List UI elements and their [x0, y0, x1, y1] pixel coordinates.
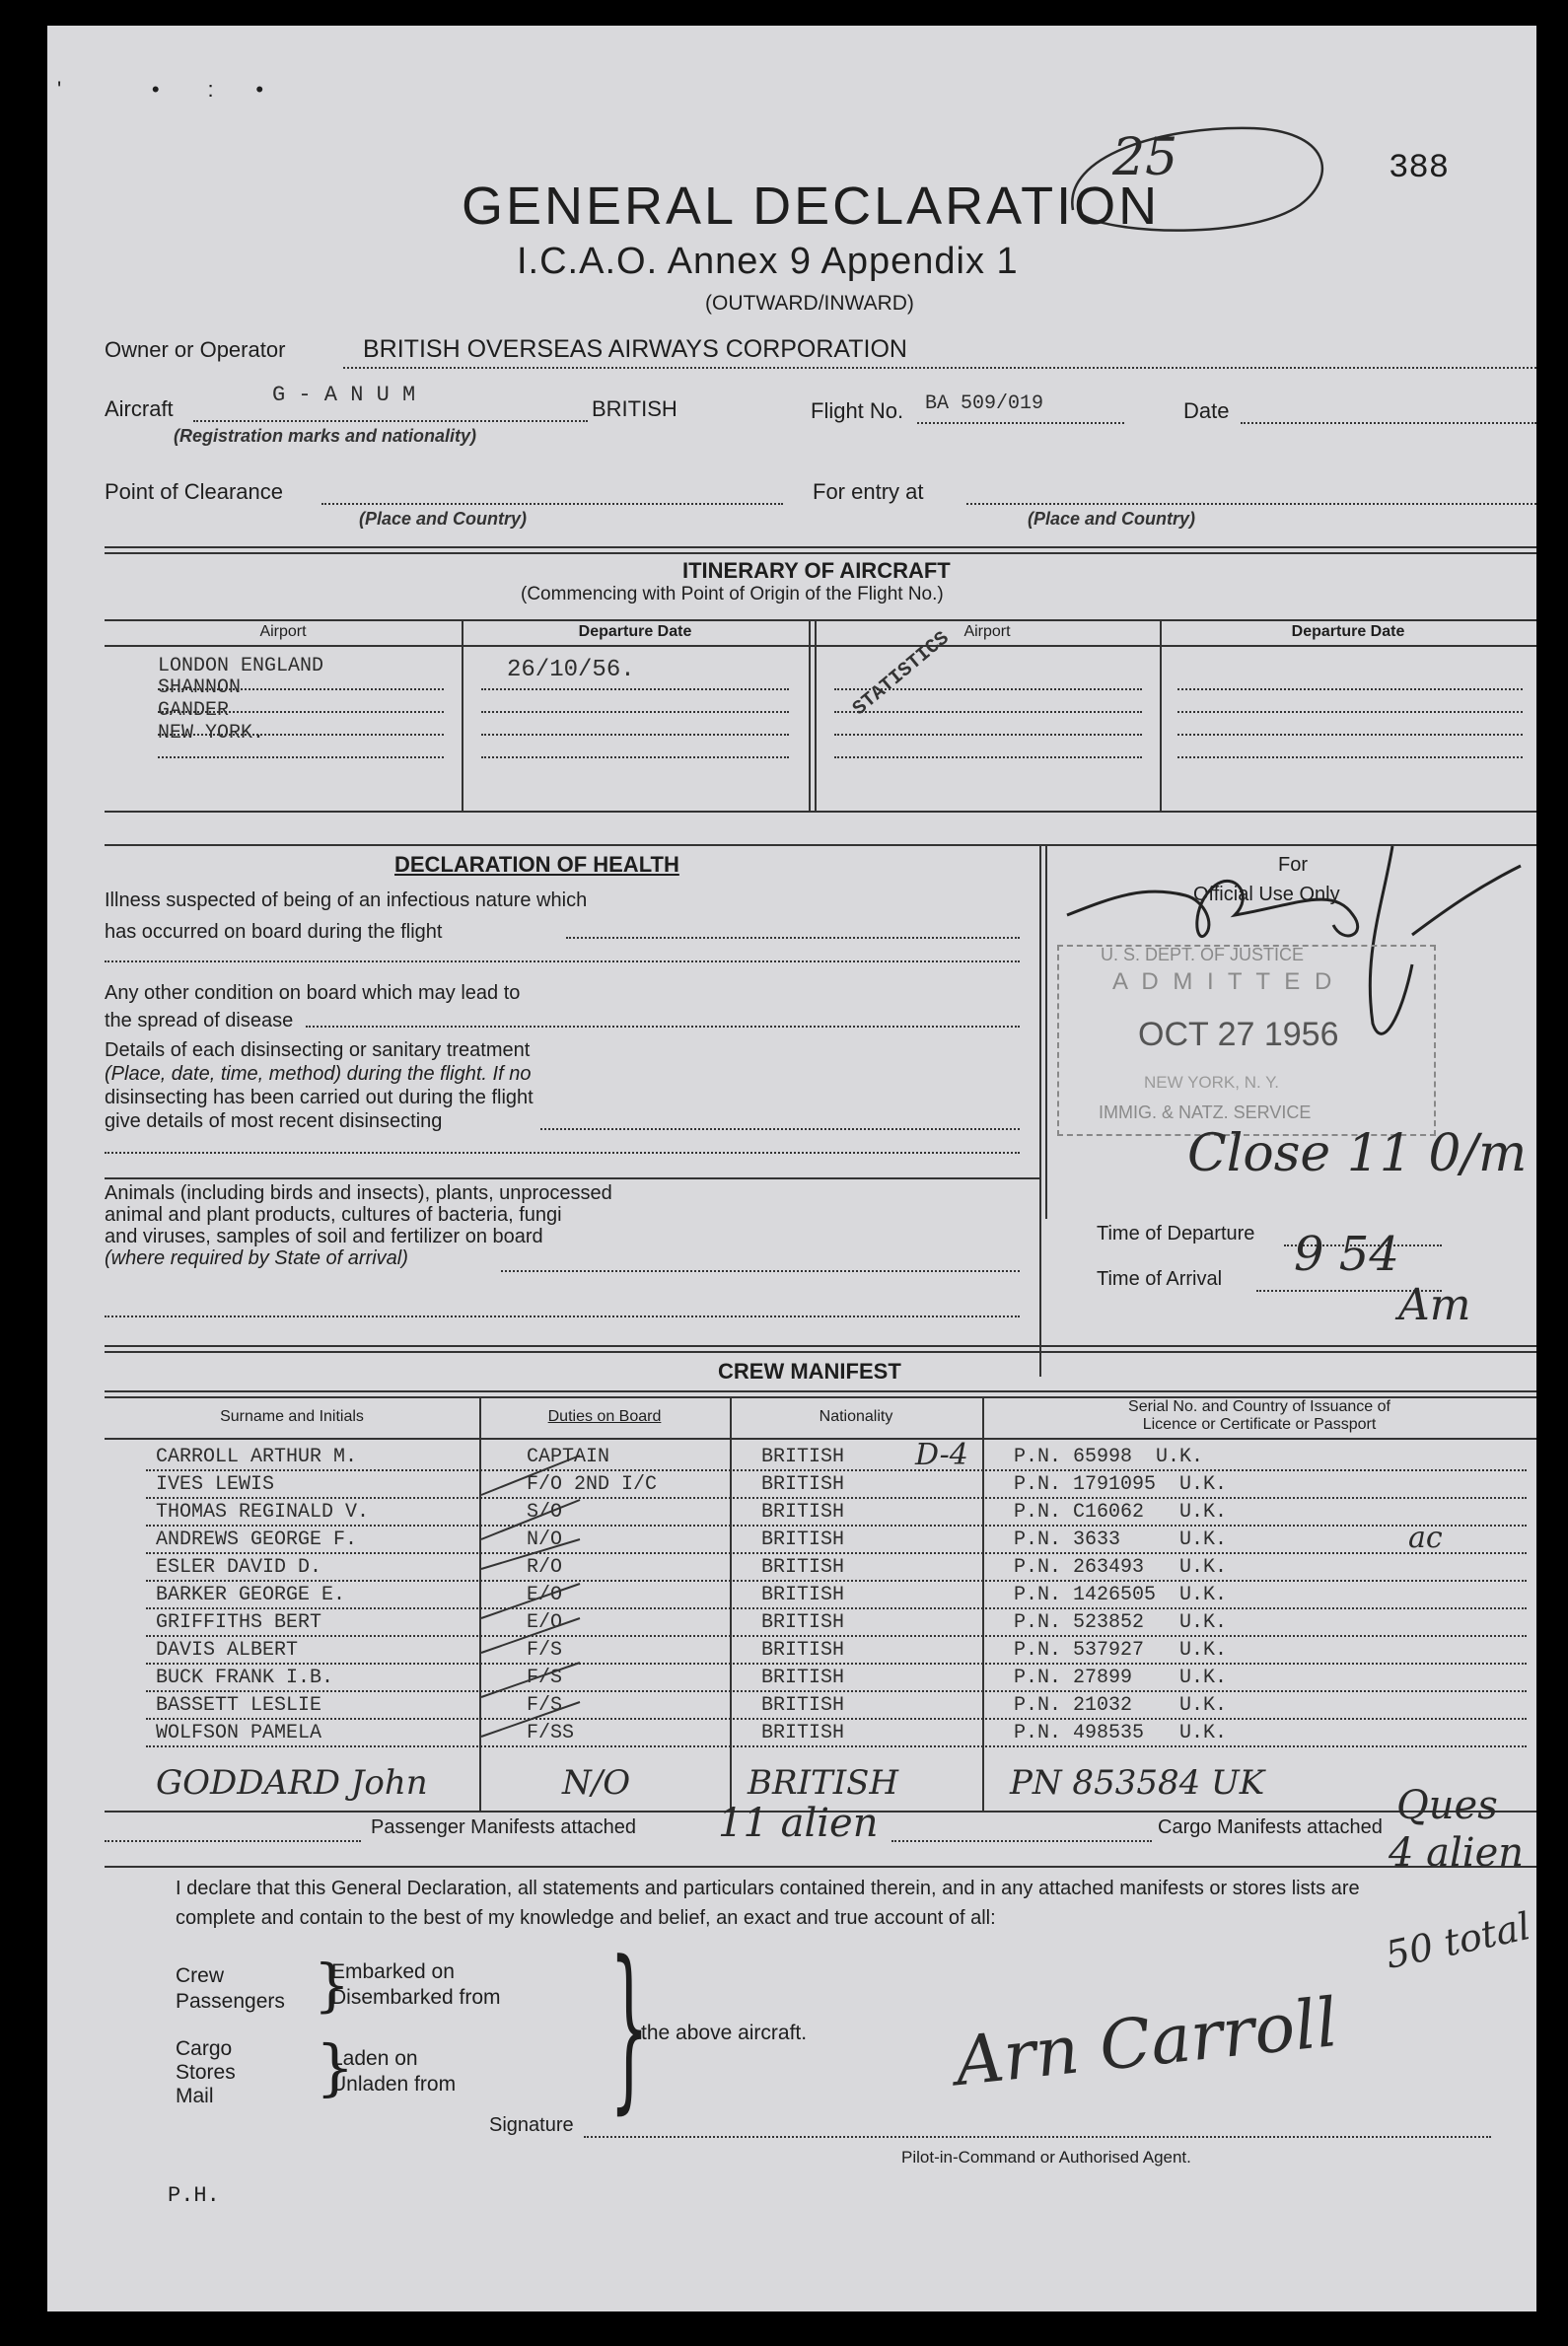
health-illness-1: Illness suspected of being of an infectious nature which: [105, 889, 588, 911]
flight-number: BA 509/019: [925, 392, 1044, 415]
mail-label: Mail: [176, 2085, 214, 2107]
health-animals-2: animal and plant products, cultures of bacteria, fungi: [105, 1204, 562, 1226]
crew-cell-serial: P.N. 21032 U.K.: [1014, 1694, 1228, 1717]
captain-signature: Arn Carroll: [951, 1983, 1342, 2102]
place-caption-right: (Place and Country): [1028, 509, 1196, 529]
handwritten-number: 25: [1112, 128, 1178, 187]
crew-header-nationality: Nationality: [819, 1408, 893, 1425]
crew-cell-nat: BRITISH: [761, 1584, 845, 1606]
itinerary-header-date-1: Departure Date: [578, 623, 692, 640]
itinerary-airport-1: LONDON ENGLAND: [158, 655, 324, 677]
crew-cell-serial: P.N. C16062 U.K.: [1014, 1501, 1228, 1524]
passengers-label: Passengers: [176, 1990, 285, 2013]
clearance-label: Point of Clearance: [105, 479, 283, 504]
passenger-manifests-hand: 11 alien: [718, 1801, 879, 1846]
place-caption-left: (Place and Country): [359, 509, 528, 529]
unladen-label: Unladen from: [331, 2073, 457, 2096]
crew-cell-duty: F/S: [527, 1667, 563, 1689]
stores-label: Stores: [176, 2061, 236, 2084]
total-hand: 50 total: [1382, 1904, 1534, 1977]
crew-label: Crew: [176, 1964, 225, 1987]
itinerary-airport-4: NEW YORK.: [158, 722, 265, 745]
crew-cell-serial: P.N. 65998 U.K.: [1014, 1446, 1204, 1468]
crew-header-duties: Duties on Board: [547, 1408, 662, 1425]
crew-cell-duty: E/O: [527, 1611, 563, 1634]
itinerary-header-airport-1: Airport: [259, 623, 307, 640]
crew-cell-duty: R/O: [527, 1556, 563, 1579]
stamp-line-2: A D M I T T E D: [1112, 968, 1336, 995]
crew-cell-serial: P.N. 1426505 U.K.: [1014, 1584, 1228, 1606]
page-title: GENERAL DECLARATION: [462, 177, 1161, 236]
passenger-manifests-label: Passenger Manifests attached: [371, 1816, 637, 1838]
crew-cell-duty: E/O: [527, 1584, 563, 1606]
crew-cell-nat: BRITISH: [761, 1528, 845, 1551]
stamp-line-4: NEW YORK, N. Y.: [1144, 1073, 1279, 1092]
crew-cell-duty: CAPTAIN: [527, 1446, 610, 1468]
crew-header-name: Surname and Initials: [220, 1408, 364, 1425]
declaration-text: I declare that this General Declaration, all statements and particulars contained therein, and in any attached manifests or stores lists are complete and contain to the best of my knowledge and belief, an exact and true account of all:: [176, 1878, 1360, 1929]
crew-cell-serial: P.N. 498535 U.K.: [1014, 1722, 1228, 1744]
crew-cell-name: WOLFSON PAMELA: [156, 1722, 322, 1744]
crew-cell-name: ESLER DAVID D.: [156, 1556, 322, 1579]
cargo-hand-ques: Ques: [1396, 1783, 1498, 1828]
crew-cell-duty: S/O: [527, 1501, 563, 1524]
stamp-line-1: U. S. DEPT. OF JUSTICE: [1101, 945, 1305, 964]
itinerary-header-airport-2: Airport: [963, 623, 1011, 640]
crew-cell-name: THOMAS REGINALD V.: [156, 1501, 370, 1524]
footer-initials: P.H.: [168, 2183, 220, 2208]
crew-cell-nat: BRITISH: [761, 1694, 845, 1717]
health-title: DECLARATION OF HEALTH: [394, 852, 679, 877]
arrival-time-label: Time of Arrival: [1097, 1268, 1223, 1290]
crew-cell-name: BASSETT LESLIE: [156, 1694, 322, 1717]
aircraft-nationality: BRITISH: [592, 396, 677, 421]
crew-cell-nat: BRITISH: [761, 1556, 845, 1579]
crew-cell-serial: P.N. 3633 U.K.: [1014, 1528, 1228, 1551]
itinerary-airport-2: SHANNON: [158, 676, 242, 699]
stamp-number: 388: [1389, 150, 1450, 187]
crew-cell-serial: P.N. 523852 U.K.: [1014, 1611, 1228, 1634]
crew-hand-nat: BRITISH: [748, 1763, 899, 1803]
disembarked-label: Disembarked from: [331, 1986, 501, 2009]
itinerary-airport-3: GANDER: [158, 699, 230, 722]
itinerary-subtitle: (Commencing with Point of Origin of the Flight No.): [521, 584, 944, 604]
health-condition-1: Any other condition on board which may lead to: [105, 982, 521, 1004]
statistics-stamp: STATISTICS: [848, 627, 955, 721]
strike-marks-icon: [471, 1446, 600, 1781]
crew-cell-name: BARKER GEORGE E.: [156, 1584, 346, 1606]
itinerary-departure-date: 26/10/56.: [507, 657, 635, 683]
close-handwriting: Close 11 0/m: [1187, 1124, 1528, 1183]
crew-cell-duty: F/SS: [527, 1722, 575, 1744]
crew-cell-name: CARROLL ARTHUR M.: [156, 1446, 358, 1468]
crew-cell-name: IVES LEWIS: [156, 1473, 275, 1496]
cargo-label: Cargo: [176, 2037, 233, 2060]
embarked-label: Embarked on: [331, 1960, 455, 1983]
above-aircraft-label: the above aircraft.: [641, 2022, 808, 2044]
pilot-caption: Pilot-in-Command or Authorised Agent.: [901, 2148, 1191, 2167]
crew-cell-nat: BRITISH: [761, 1667, 845, 1689]
stamp-line-5: IMMIG. & NATZ. SERVICE: [1099, 1102, 1312, 1122]
declaration-form: [47, 26, 1536, 2311]
crew-cell-serial: P.N. 1791095 U.K.: [1014, 1473, 1228, 1496]
crew-header-serial-1: Serial No. and Country of Issuance of: [1128, 1398, 1390, 1415]
brace-3-icon: }: [609, 1924, 650, 2130]
health-illness-2: has occurred on board during the flight: [105, 921, 443, 943]
crew-header-serial-2: Licence or Certificate or Passport: [1142, 1416, 1377, 1433]
owner-label: Owner or Operator: [105, 337, 286, 362]
date-label: Date: [1183, 398, 1230, 423]
crew-cell-note: ac: [1408, 1521, 1443, 1555]
crew-cell-name: GRIFFITHS BERT: [156, 1611, 322, 1634]
arrival-time-am: Am: [1398, 1280, 1471, 1330]
flight-label: Flight No.: [811, 398, 904, 423]
health-animals-1: Animals (including birds and insects), plants, unprocessed: [105, 1182, 612, 1204]
crew-cell-name: ANDREWS GEORGE F.: [156, 1528, 358, 1551]
official-label-for: For: [1278, 854, 1308, 876]
arrival-time-hand: 9 54: [1294, 1227, 1399, 1282]
crew-cell-serial: P.N. 27899 U.K.: [1014, 1667, 1228, 1689]
crew-cell-duty: F/S: [527, 1694, 563, 1717]
direction-label: (OUTWARD/INWARD): [705, 292, 914, 315]
crew-hand-duty: N/O: [562, 1763, 631, 1803]
health-animals-3: and viruses, samples of soil and fertilizer on board: [105, 1226, 543, 1247]
crew-cell-nat: BRITISH: [761, 1473, 845, 1496]
health-disinsect-1: Details of each disinsecting or sanitary treatment: [105, 1039, 531, 1061]
crew-cell-name: DAVIS ALBERT: [156, 1639, 299, 1662]
brace-2-icon: }: [316, 2031, 355, 2103]
crew-cell-nat: BRITISH: [761, 1722, 845, 1744]
health-animals-4: (where required by State of arrival): [105, 1247, 408, 1269]
health-condition-2: the spread of disease: [105, 1010, 294, 1031]
owner-value: BRITISH OVERSEAS AIRWAYS CORPORATION: [363, 335, 907, 363]
itinerary-header-date-2: Departure Date: [1291, 623, 1405, 640]
official-label-use: Official Use Only: [1193, 884, 1340, 905]
crew-cell-nat: BRITISH: [761, 1501, 845, 1524]
crew-hand-name: GODDARD John: [156, 1763, 428, 1803]
health-disinsect-4: give details of most recent disinsecting: [105, 1110, 443, 1132]
cargo-hand-alien: 4 alien: [1389, 1830, 1525, 1876]
itinerary-title: ITINERARY OF AIRCRAFT: [682, 558, 951, 583]
crew-cell-duty: F/O 2ND I/C: [527, 1473, 658, 1496]
aircraft-label: Aircraft: [105, 396, 174, 421]
health-disinsect-3: disinsecting has been carried out during the flight: [105, 1087, 534, 1108]
crew-title: CREW MANIFEST: [718, 1359, 901, 1384]
crew-cell-serial: P.N. 263493 U.K.: [1014, 1556, 1228, 1579]
stamp-date: OCT 27 1956: [1138, 1016, 1339, 1053]
crew-cell-name: BUCK FRANK I.B.: [156, 1667, 334, 1689]
crew-cell-duty: N/O: [527, 1528, 563, 1551]
laden-label: Laden on: [331, 2047, 418, 2070]
departure-time-label: Time of Departure: [1097, 1223, 1255, 1244]
stray-marks: ' • : •: [57, 77, 264, 102]
health-disinsect-2: (Place, date, time, method) during the flight. If no: [105, 1063, 532, 1085]
registration-caption: (Registration marks and nationality): [174, 426, 477, 446]
crew-cell-nat: BRITISH: [761, 1639, 845, 1662]
aircraft-registration: G - A N U M: [272, 383, 416, 407]
entry-label: For entry at: [813, 479, 924, 504]
crew-cell-nat: BRITISH: [761, 1446, 845, 1468]
brace-1-icon: }: [314, 1952, 350, 2019]
page-subtitle: I.C.A.O. Annex 9 Appendix 1: [517, 241, 1019, 282]
signature-label: Signature: [489, 2114, 574, 2136]
crew-cell-duty: F/S: [527, 1639, 563, 1662]
crew-hand-serial: PN 853584 UK: [1010, 1763, 1265, 1803]
crew-cell-nat: BRITISH: [761, 1611, 845, 1634]
crew-cell-note: D-4: [915, 1438, 968, 1472]
cargo-manifests-label: Cargo Manifests attached: [1158, 1816, 1383, 1838]
crew-cell-serial: P.N. 537927 U.K.: [1014, 1639, 1228, 1662]
